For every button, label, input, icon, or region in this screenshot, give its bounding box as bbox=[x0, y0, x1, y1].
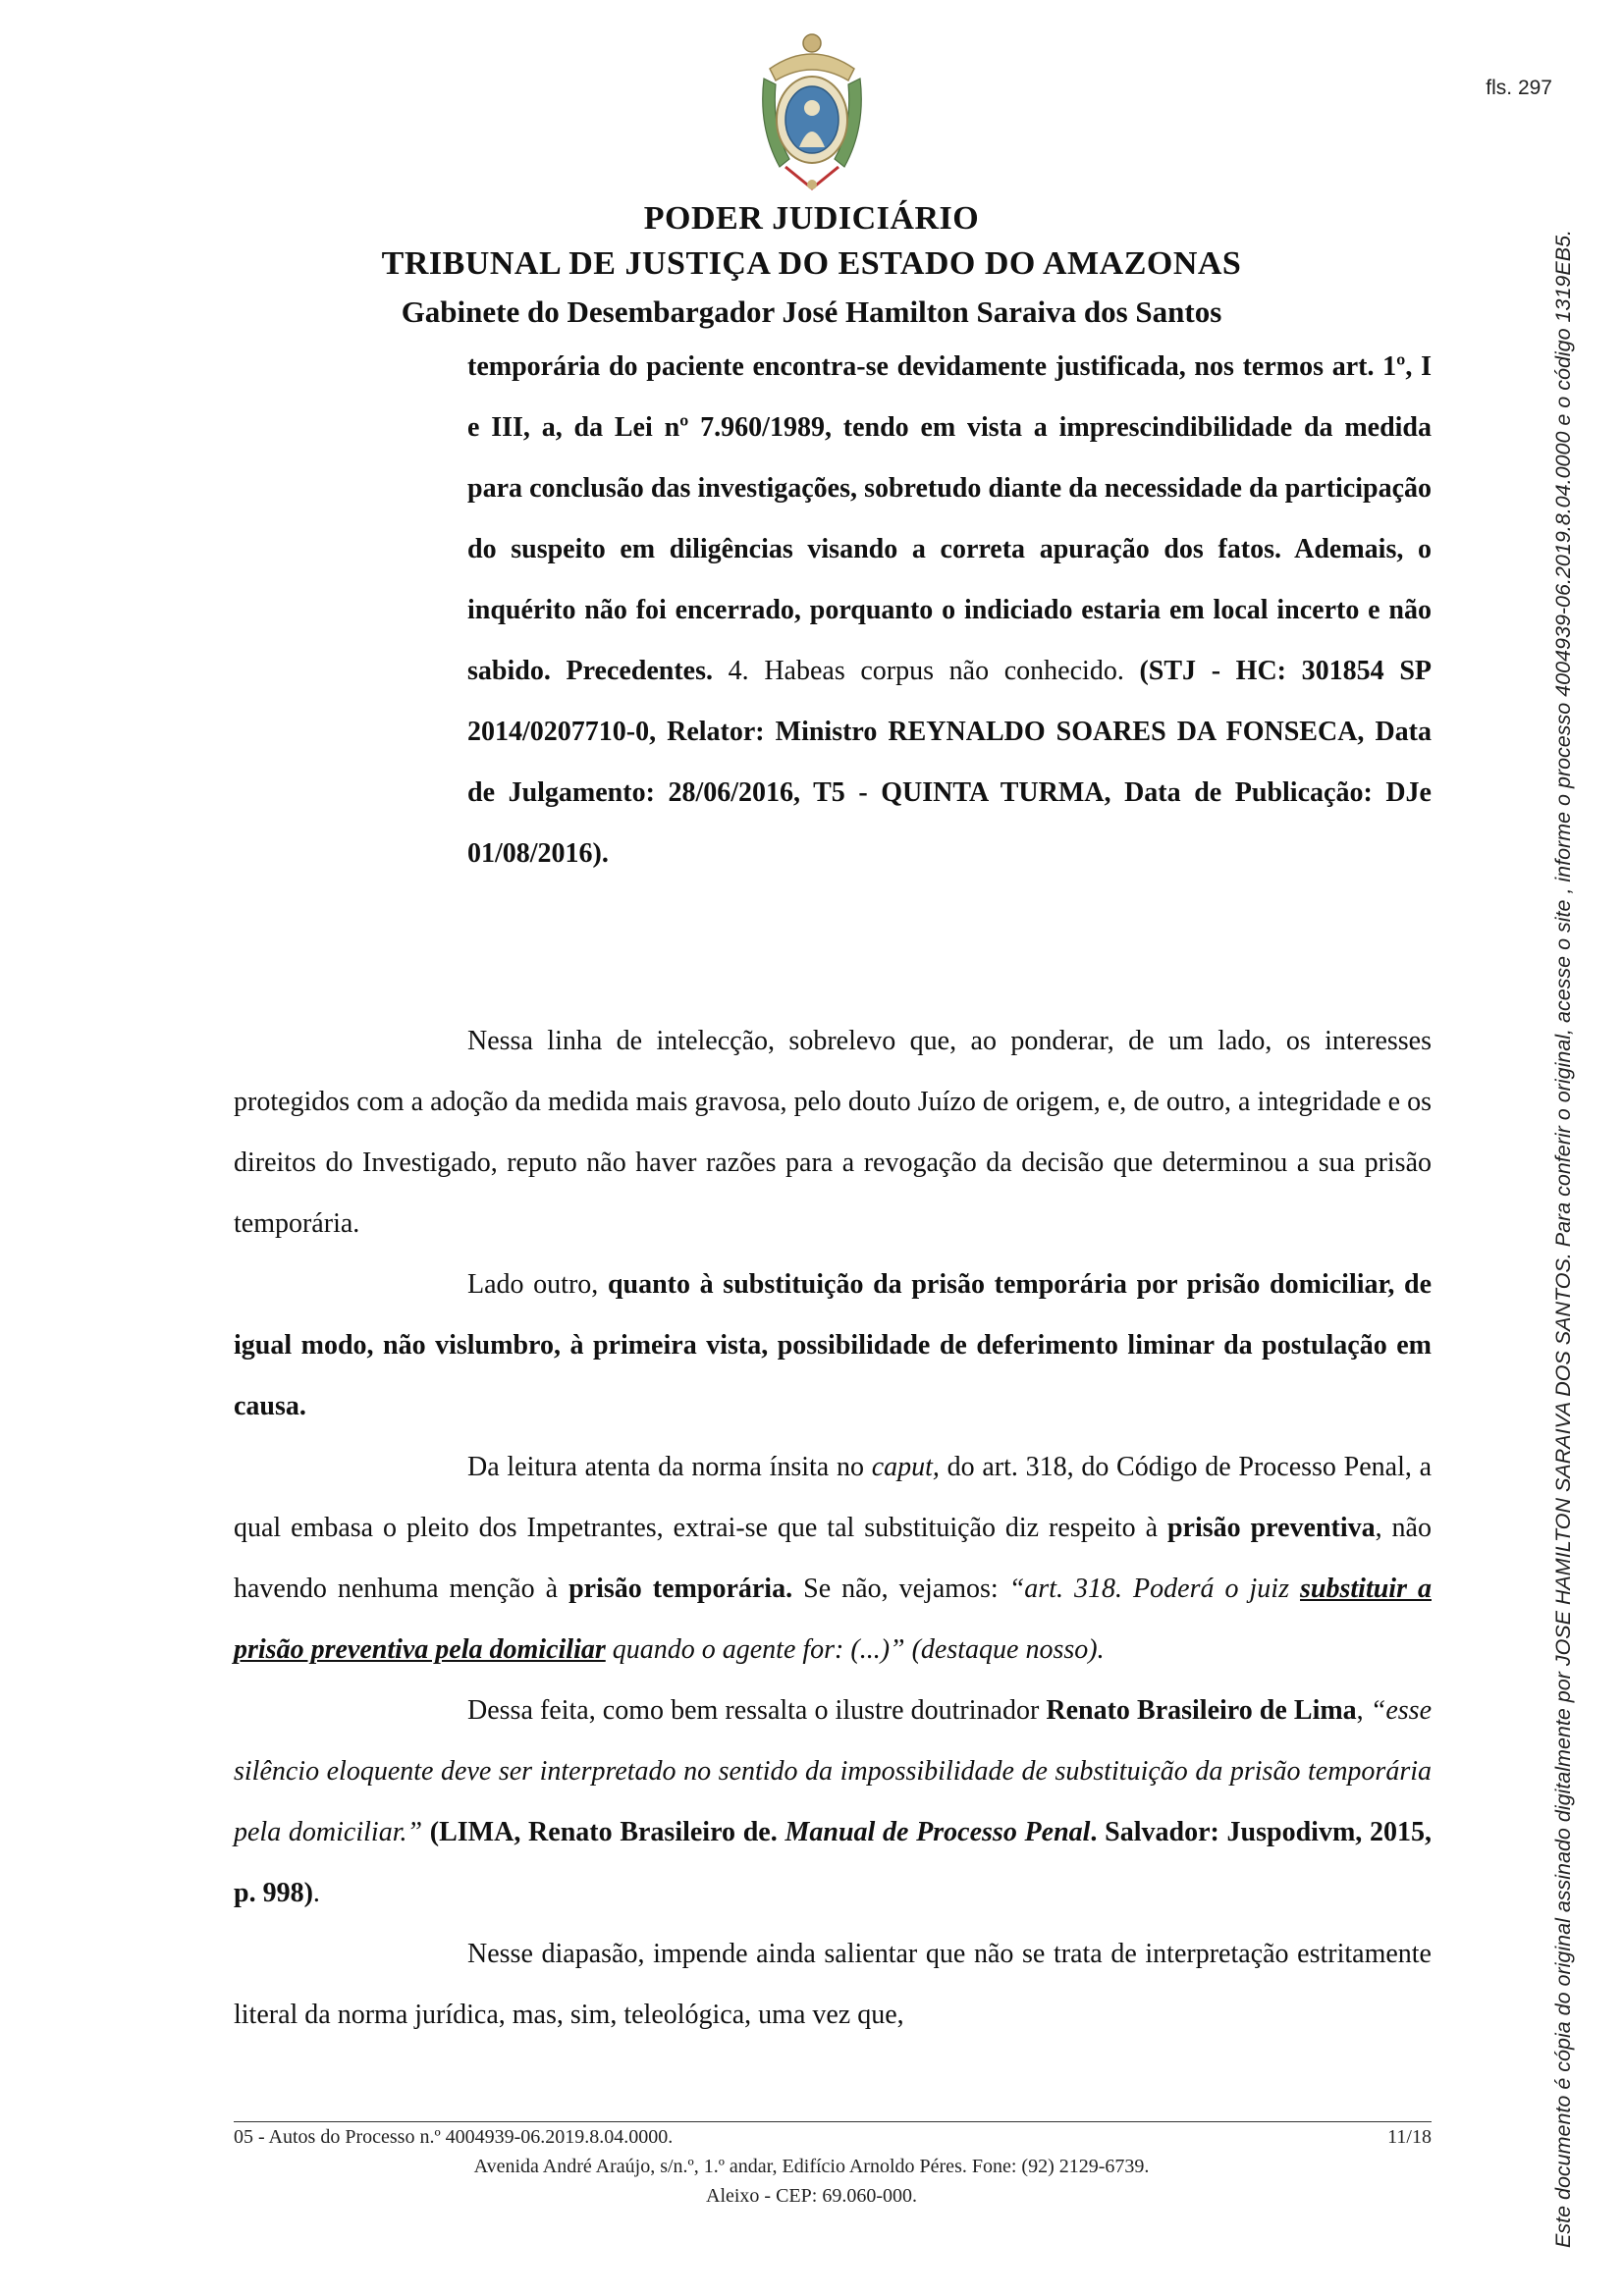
header-line-poder-judiciario: PODER JUDICIÁRIO bbox=[643, 200, 980, 237]
header-line-gabinete: Gabinete do Desembargador José Hamilton Saraiva dos Santos bbox=[401, 294, 1222, 329]
paragraph-bold-text: (LIMA, Renato Brasileiro de. bbox=[422, 1817, 785, 1847]
paragraph-text: Se não, vejamos: bbox=[792, 1574, 1009, 1604]
footer-divider bbox=[234, 2121, 1432, 2122]
footer-address-cep: Aleixo - CEP: 69.060-000. bbox=[706, 2185, 917, 2207]
paragraph-text: , bbox=[1356, 1695, 1371, 1726]
folio-number: fls. 297 bbox=[1486, 77, 1552, 99]
paragraph-italic-text: “art. 318. Poderá o juiz bbox=[1008, 1574, 1301, 1604]
paragraph-bold-italic-text: Manual de Processo Penal bbox=[784, 1817, 1091, 1847]
paragraph bbox=[234, 1681, 1432, 1924]
footer-address: Avenida André Araújo, s/n.º, 1.º andar, Edifício Arnoldo Péres. Fone: (92) 2129-6739. bbox=[473, 2156, 1150, 2177]
paragraph bbox=[234, 1437, 1432, 1681]
paragraph-bold-text: prisão preventiva bbox=[1166, 1513, 1376, 1543]
paragraph: Nesse diapasão, impende ainda salientar que não se trata de interpretação estritamente literal da norma jurídica, mas, sim, teleológica, uma vez que, bbox=[234, 1939, 1432, 2030]
paragraph-bold-text: Renato Brasileiro de Lima bbox=[1046, 1695, 1357, 1726]
paragraph-text: Dessa feita, como bem ressalta o ilustre doutrinador bbox=[467, 1695, 1047, 1726]
paragraph-bold-text: . Salvador: Juspodivm, 2015, p. 998) bbox=[234, 1817, 1432, 1908]
paragraph bbox=[234, 1255, 1432, 1437]
quote-citation: (STJ - HC: 301854 SP 2014/0207710-0, Relator: Ministro REYNALDO SOARES DA FONSECA, Data de Julgamento: 28/06/2016, T5 - QUINTA TURMA, Data de Publicação: DJe 01/08/2016). bbox=[467, 656, 1432, 869]
jurisprudence-quote bbox=[467, 337, 1432, 884]
document-body bbox=[234, 1011, 1432, 2046]
footer-page-number: 11/18 bbox=[1387, 2126, 1432, 2148]
paragraph-text: . bbox=[312, 1878, 320, 1908]
quote-bold-text: temporária do paciente encontra-se devidamente justificada, nos termos art. 1º, I e III, a, da Lei nº 7.960/1989, tendo em vista a imprescindibilidade da medida para conclusão das investigações, sobretudo diante da necessidade da participação do suspeito em diligências visando a correta apuração dos fatos. Ademais, o inquérito não foi encerrado, porquanto o indiciado estaria em local incerto e não sabido. Precedentes. bbox=[467, 351, 1432, 686]
header-line-tribunal: TRIBUNAL DE JUSTIÇA DO ESTADO DO AMAZONAS bbox=[381, 245, 1242, 282]
paragraph-text: , não havendo nenhuma menção à bbox=[234, 1513, 1432, 1604]
paragraph-bold-text: prisão temporária. bbox=[568, 1574, 793, 1604]
footer-process-line bbox=[234, 2126, 1432, 2149]
paragraph-italic-text: “esse silêncio eloquente deve ser interpretado no sentido da impossibilidade de substituição da prisão temporária pela domiciliar.” bbox=[234, 1695, 1433, 1847]
court-seal-emblem bbox=[750, 29, 874, 194]
footer-process-number: 05 - Autos do Processo n.º 4004939-06.2019.8.04.0000. bbox=[234, 2126, 674, 2148]
paragraph-text: Da leitura atenta da norma ínsita no bbox=[467, 1452, 872, 1482]
paragraph-bold-text: quanto à substituição da prisão temporária por prisão domiciliar, de igual modo, não vislumbro, à primeira vista, possibilidade de deferimento liminar da postulação em causa. bbox=[234, 1269, 1433, 1421]
paragraph-italic-text: caput, bbox=[871, 1452, 940, 1482]
quote-normal-text: 4. Habeas corpus não conhecido. bbox=[713, 656, 1124, 686]
paragraph-text: Lado outro, bbox=[467, 1269, 608, 1300]
paragraph-text: do art. 318, do Código de Processo Penal, a qual embasa o pleito dos Impetrantes, extrai-se que tal substituição diz respeito à bbox=[234, 1452, 1432, 1543]
digital-signature-note: Este documento é cópia do original assinado digitalmente por JOSE HAMILTON SARAIVA DOS SANTOS. Para conferir o original, acesse o site , informe o processo 4004939-06.2019.8.04.0000 e o código 1319EB5. bbox=[1551, 229, 1575, 2248]
paragraph-underlined-text: substituir a prisão preventiva pela domiciliar bbox=[234, 1574, 1432, 1665]
paragraph-italic-text: quando o agente for: (...)” (destaque nosso). bbox=[605, 1634, 1105, 1665]
paragraph: Nessa linha de intelecção, sobrelevo que, ao ponderar, de um lado, os interesses protegidos com a adoção da medida mais gravosa, pelo douto Juízo de origem, e, de outro, a integridade e os direitos do Investigado, reputo não haver razões para a revogação da decisão que determinou a sua prisão temporária. bbox=[234, 1026, 1432, 1239]
